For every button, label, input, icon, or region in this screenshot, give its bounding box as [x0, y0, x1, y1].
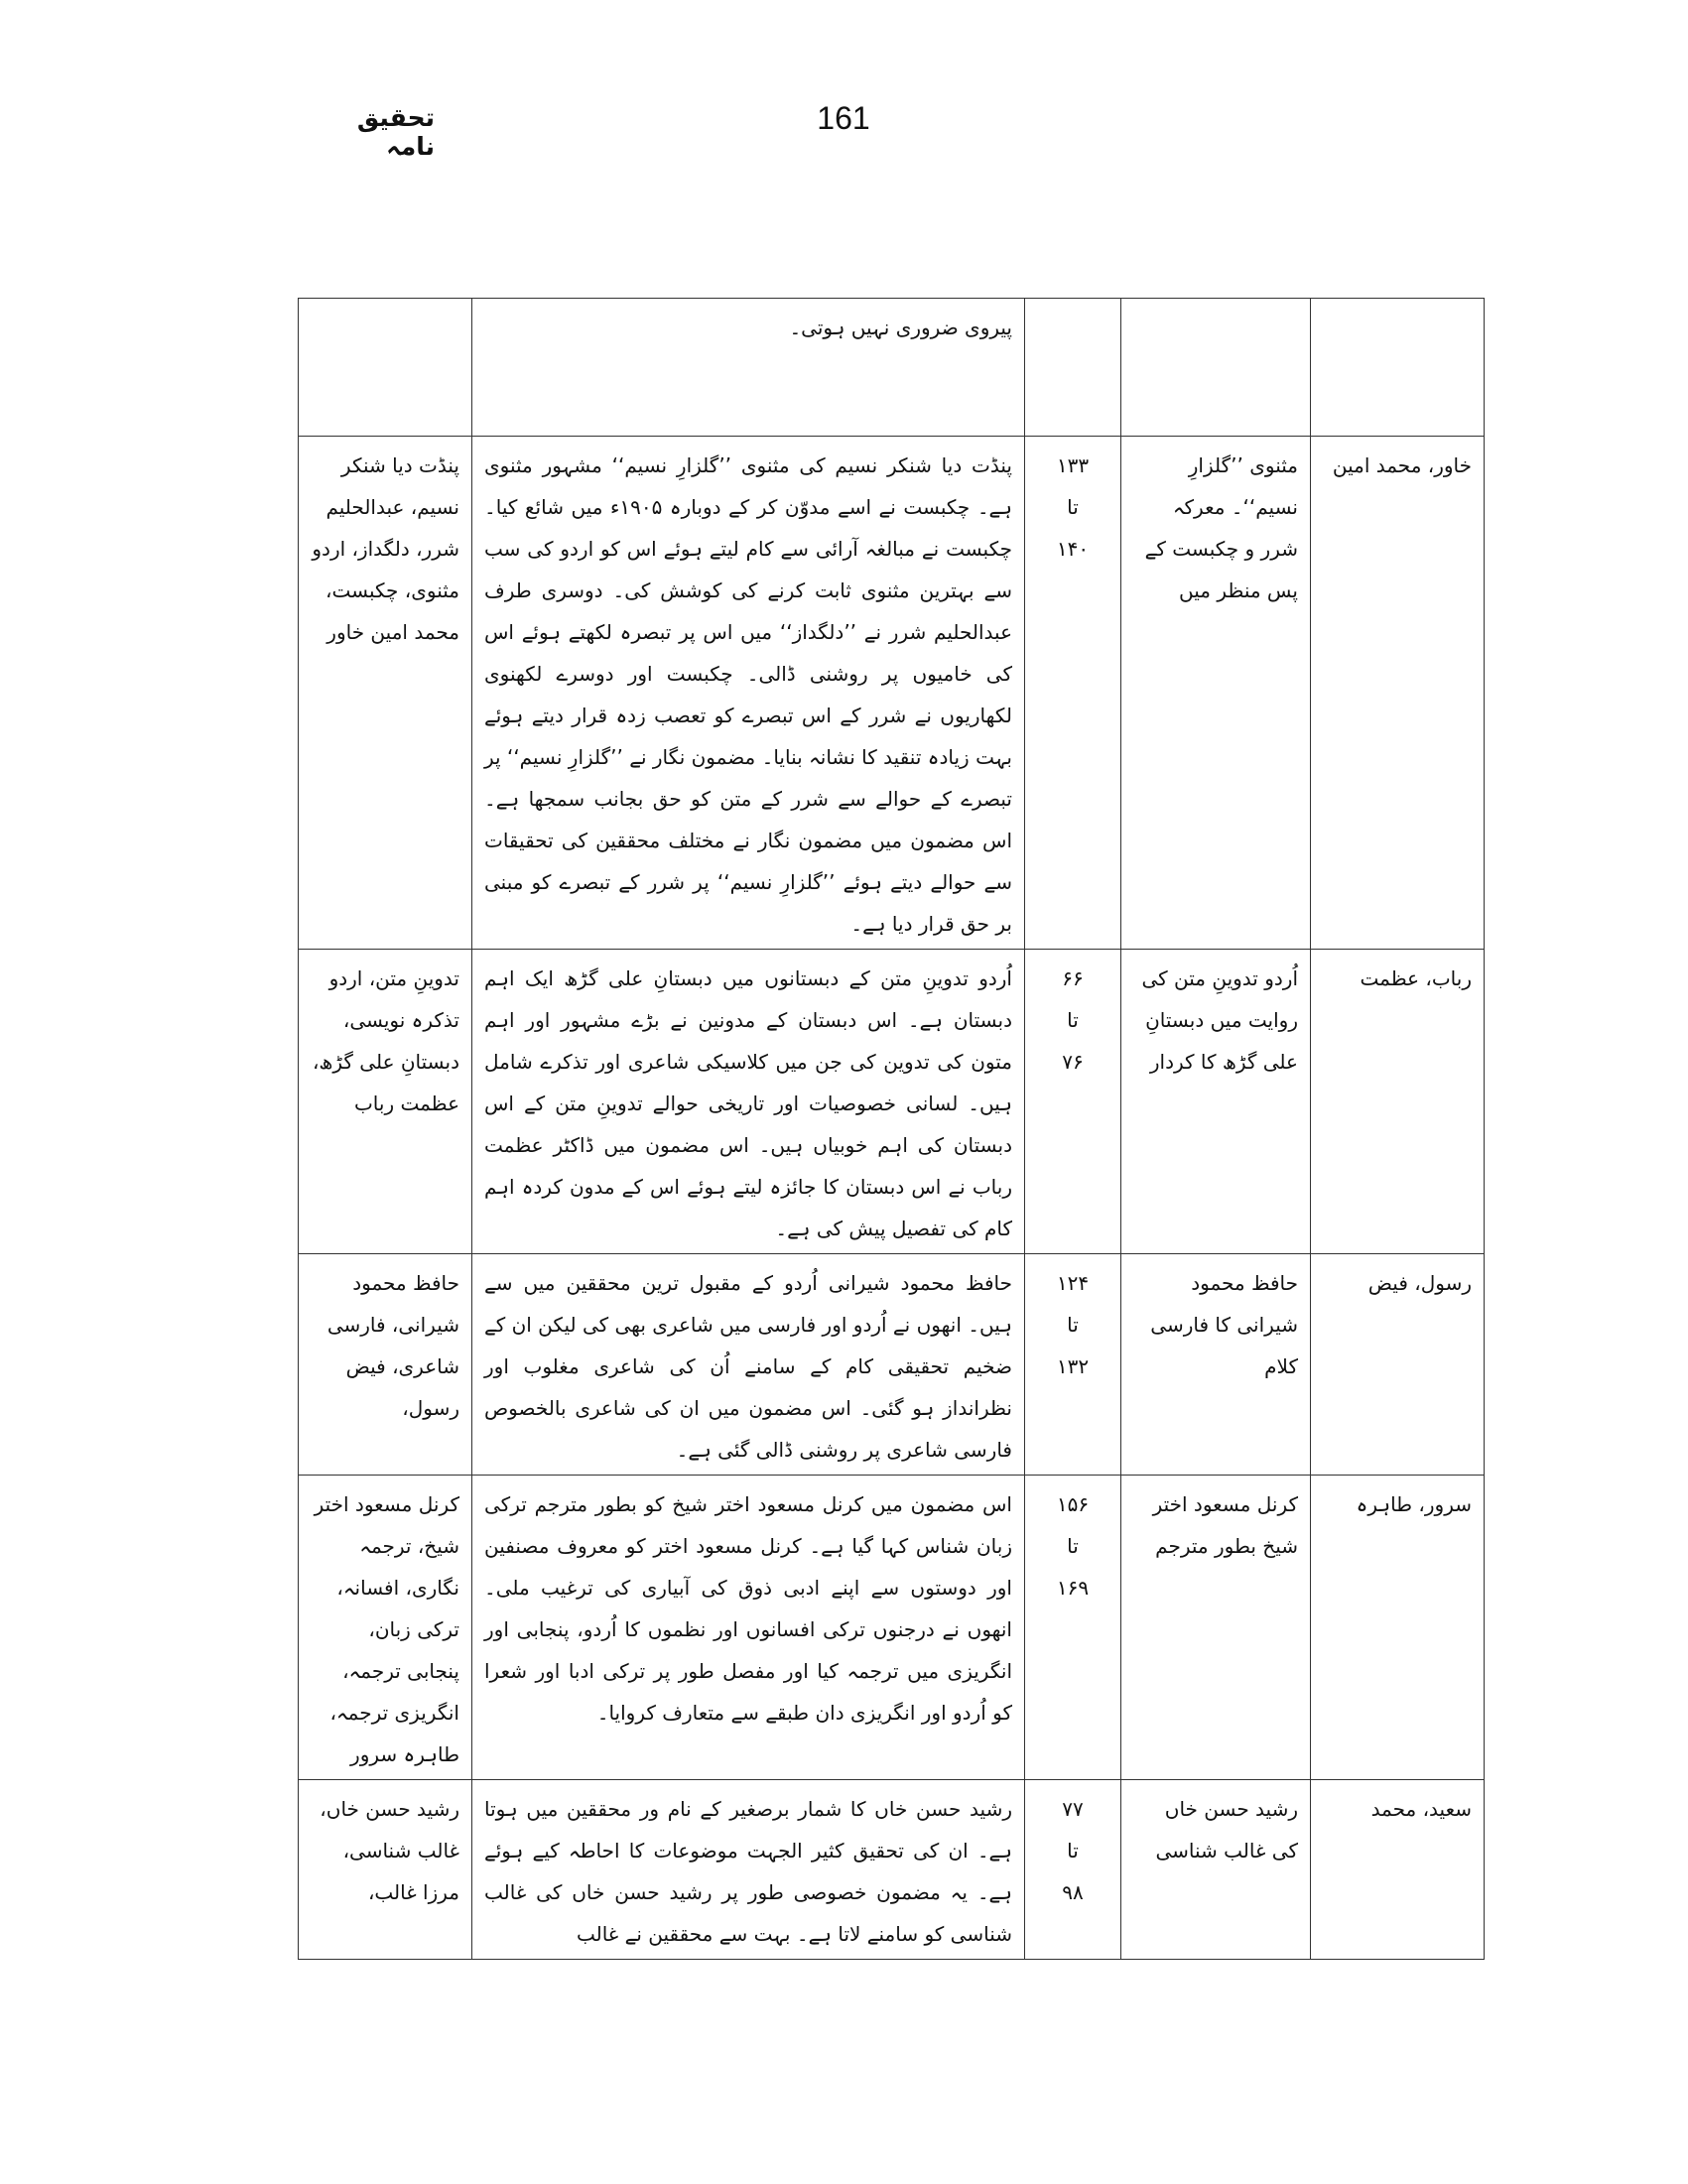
- title-cell: کرنل مسعود اختر شیخ بطور مترجم: [1121, 1476, 1311, 1780]
- index-table-body: [299, 299, 1485, 1960]
- summary-cell: اُردو تدوینِ متن کے دبستانوں میں دبستانِ علی گڑھ ایک اہم دبستان ہے۔ اس دبستان کے مدونین نے بڑے مشہور اور اہم متون کی تدوین کی جن میں کلاسیکی شاعری اور تذکرے شامل ہیں۔ لسانی خصوصیات اور تاریخی حوالے تدوینِ متن کے اس دبستان کی اہم خوبیاں ہیں۔ اس مضمون میں ڈاکٹر عظمت رباب نے اس دبستان کا جائزہ لیتے ہوئے اس کے مدون کردہ اہم کام کی تفصیل پیش کی ہے۔: [472, 950, 1025, 1254]
- table-row: [299, 1476, 1485, 1780]
- author-cell: [1311, 299, 1485, 437]
- page-end: [1037, 390, 1108, 432]
- title-cell: رشید حسن خاں کی غالب شناسی: [1121, 1780, 1311, 1960]
- page-start: ۱۵۶: [1056, 1492, 1090, 1516]
- title-cell: اُردو تدوینِ متن کی روایت میں دبستانِ علی گڑھ کا کردار: [1121, 950, 1311, 1254]
- page-start: ۱۲۴: [1056, 1271, 1090, 1295]
- keywords-cell: [299, 299, 472, 437]
- page-start: ۱۳۳: [1056, 453, 1090, 477]
- pages-separator: تا: [1067, 1313, 1079, 1337]
- page-end: ۱۴۰: [1056, 537, 1090, 561]
- table-row: [299, 299, 1485, 437]
- pages-cell: [1025, 1780, 1121, 1960]
- pages-cell: [1025, 1476, 1121, 1780]
- page-end: ۱۶۹: [1056, 1576, 1090, 1600]
- author-cell: خاور، محمد امین: [1311, 437, 1485, 950]
- table-row: [299, 1254, 1485, 1476]
- author-cell: رسول، فیض: [1311, 1254, 1485, 1476]
- author-cell: رباب، عظمت: [1311, 950, 1485, 1254]
- page-end: ۷۶: [1062, 1050, 1084, 1074]
- index-table: [298, 298, 1485, 1960]
- keywords-cell: رشید حسن خاں، غالب شناسی، مرزا غالب،: [299, 1780, 472, 1960]
- pages-separator: تا: [1067, 1008, 1079, 1032]
- pages-separator: تا: [1067, 495, 1079, 519]
- pages-cell: [1025, 950, 1121, 1254]
- pages-separator: تا: [1067, 1534, 1079, 1558]
- table-row: [299, 1780, 1485, 1960]
- keywords-cell: تدوینِ متن، اردو تذکرہ نویسی، دبستانِ علی گڑھ، عظمت رباب: [299, 950, 472, 1254]
- summary-cell: رشید حسن خاں کا شمار برصغیر کے نام ور محققین میں ہوتا ہے۔ ان کی تحقیق کثیر الجہت موضوعات کا احاطہ کیے ہوئے ہے۔ یہ مضمون خصوصی طور پر رشید حسن خاں کی غالب شناسی کو سامنے لاتا ہے۔ بہت سے محققین نے غالب: [472, 1780, 1025, 1960]
- pages-separator: تا: [1067, 1839, 1079, 1863]
- title-cell: مثنوی ’’گلزارِ نسیم‘‘۔ معرکہ شرر و چکبست کے پس منظر میں: [1121, 437, 1311, 950]
- page-start: [1037, 307, 1108, 348]
- pages-cell: [1025, 437, 1121, 950]
- summary-cell: پیروی ضروری نہیں ہوتی۔: [472, 299, 1025, 437]
- keywords-cell: حافظ محمود شیرانی، فارسی شاعری، فیض رسول،: [299, 1254, 472, 1476]
- keywords-cell: کرنل مسعود اختر شیخ، ترجمہ نگاری، افسانہ، ترکی زبان، پنجابی ترجمہ، انگریزی ترجمہ، طاہرہ سرور: [299, 1476, 472, 1780]
- pages-separator: [1037, 348, 1108, 390]
- keywords-cell: پنڈت دیا شنکر نسیم، عبدالحلیم شرر، دلگداز، اردو مثنوی، چکبست، محمد امین خاور: [299, 437, 472, 950]
- table-row: [299, 950, 1485, 1254]
- summary-cell: حافظ محمود شیرانی اُردو کے مقبول ترین محققین میں سے ہیں۔ انھوں نے اُردو اور فارسی میں شاعری بھی کی لیکن ان کے ضخیم تحقیقی کام کے سامنے اُن کی شاعری مغلوب اور نظرانداز ہو گئی۔ اس مضمون میں ان کی شاعری بالخصوص فارسی شاعری پر روشنی ڈالی گئی ہے۔: [472, 1254, 1025, 1476]
- title-cell: [1121, 299, 1311, 437]
- page-start: ۶۶: [1062, 966, 1084, 990]
- author-cell: سرور، طاہرہ: [1311, 1476, 1485, 1780]
- page-start: ۷۷: [1062, 1797, 1084, 1821]
- page-end: ۹۸: [1062, 1880, 1084, 1904]
- pages-cell: [1025, 1254, 1121, 1476]
- journal-title: تحقیق نامہ: [356, 103, 435, 161]
- title-cell: حافظ محمود شیرانی کا فارسی کلام: [1121, 1254, 1311, 1476]
- page-number: 161: [817, 100, 870, 136]
- summary-cell: اس مضمون میں کرنل مسعود اختر شیخ کو بطور مترجم ترکی زبان شناس کہا گیا ہے۔ کرنل مسعود اختر کو معروف مصنفین اور دوستوں سے اپنے ادبی ذوق کی آبیاری کی ترغیب ملی۔ انھوں نے درجنوں ترکی افسانوں اور نظموں کا اُردو، پنجابی اور انگریزی میں ترجمہ کیا اور مفصل طور پر ترکی ادبا اور شعرا کو اُردو اور انگریزی دان طبقے سے متعارف کروایا۔: [472, 1476, 1025, 1780]
- summary-cell: پنڈت دیا شنکر نسیم کی مثنوی ’’گلزارِ نسیم‘‘ مشہور مثنوی ہے۔ چکبست نے اسے مدوّن کر کے دوبارہ ۱۹۰۵ء میں شائع کیا۔ چکبست نے مبالغہ آرائی سے کام لیتے ہوئے اس کو اردو کی سب سے بہترین مثنوی ثابت کرنے کی کوشش کی۔ دوسری طرف عبدالحلیم شرر نے ’’دلگداز‘‘ میں اس پر تبصرہ لکھتے ہوئے اس کی خامیوں پر روشنی ڈالی۔ چکبست اور دوسرے لکھنوی لکھاریوں نے شرر کے اس تبصرے کو تعصب زدہ قرار دیتے ہوئے بہت زیادہ تنقید کا نشانہ بنایا۔ مضمون نگار نے ’’گلزارِ نسیم‘‘ پر تبصرے کے حوالے سے شرر کے متن کو حق بجانب سمجھا ہے۔ اس مضمون میں مضمون نگار نے مختلف محققین کی تحقیقات سے حوالے دیتے ہوئے ’’گلزارِ نسیم‘‘ پر شرر کے تبصرے کو مبنی بر حق قرار دیا ہے۔: [472, 437, 1025, 950]
- page-end: ۱۳۲: [1056, 1354, 1090, 1378]
- author-cell: سعید، محمد: [1311, 1780, 1485, 1960]
- table-row: [299, 437, 1485, 950]
- pages-cell: [1025, 299, 1121, 437]
